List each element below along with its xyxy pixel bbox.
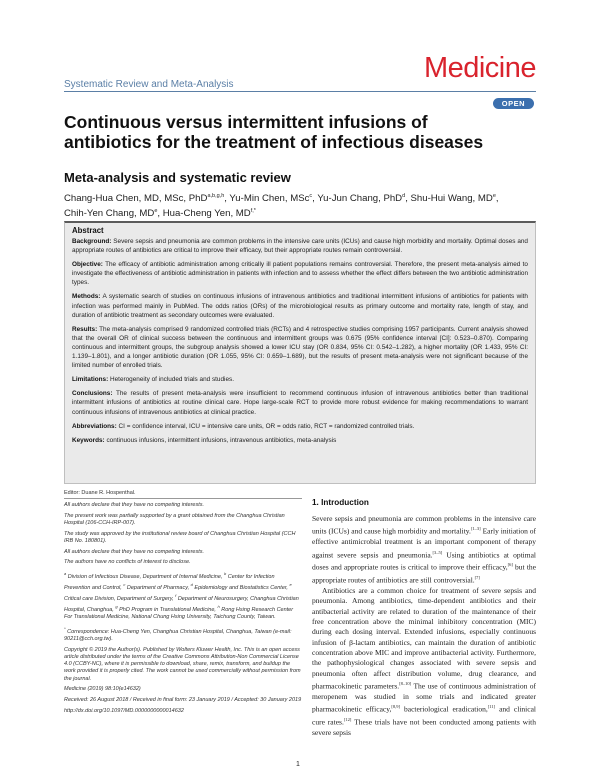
article-subtitle: Meta-analysis and systematic review [64, 170, 291, 185]
footnote: Copyright © 2019 the Author(s). Published by Wolters Kluwer Health, Inc. This is an open access article distributed under the terms of the Creative Commons Attribution-Non Commercial License 4.0 (CCBY-NC), where it is permissible to download, share, remix, transform, and buildup the work provided it is properly cited. The work cannot be used commercially without permission from the journal. [64, 646, 301, 682]
abstract-label: Results: [72, 325, 98, 333]
author-list [64, 190, 536, 220]
article-notes [64, 490, 302, 718]
abstract-text: continuous infusions, intermittent infusions, intravenous antibiotics, meta-analysis [106, 436, 337, 444]
footnote: Received: 26 August 2018 / Received in final form: 23 January 2019 / Accepted: 30 January 2019 [64, 696, 302, 703]
footnote[interactable]: http://dx.doi.org/10.1097/MD.0000000000014632 [64, 707, 184, 714]
abstract-label: Keywords: [72, 436, 105, 444]
abstract-paragraph [72, 237, 528, 255]
abstract-paragraph [72, 436, 528, 445]
body-paragraph: Antibiotics are a common choice for treatment of severe sepsis and pneumonia. Among antibiotics, time-dependent antibiotics and their antibacterial activity are related to duration of the maintenance of their free concentration above the minimal inhibitory concentration (MIC) during each dosing interval. Extended infusions, especially continuous infusion of β-lactam antibiotics, can maintain the duration of antibiotic concentration above MIC and improve antibacterial activity. Furthermore, the pathophysiological changes associated with severe sepsis and pneumonia often affect distribution volume, drug clearance, and pharmacokinetic parameters.[8–10] The use of continuous administration of meropenem was studied in some trials and indicated greater pharmacokinetic efficacy,[8,9] bacteriological eradication,[11] and clinical cure rates.[12] These trials have not been conducted among patients with severe sepsis [312, 586, 537, 738]
abstract-label: Limitations: [72, 376, 109, 384]
body-column [312, 498, 536, 738]
abstract-text: Heterogeneity of included trials and studies. [110, 376, 234, 384]
footnote: All authors declare that they have no competing interests. [64, 502, 205, 509]
abstract-text: A systematic search of studies on continuous infusions of intravenous antibiotics and traditional intermittent infusions of antibiotics for patients with infection was performed mainly in PubMed. The odds ratios (ORs) of the microbiological results as primary outcome and mortality rate, length of stay, and duration of antibiotic treatment as secondary outcomes were evaluated. [72, 293, 528, 319]
abstract-paragraph [72, 292, 528, 319]
abstract-text: The results of present meta-analysis were insufficient to recommend continuous infusion of intravenous antibiotics better than traditional intermittent infusions of antibiotics at routine clinical care. Hope large-scale RCT to provide more robust evidence for making recommendations to warrant continuous infusions of intravenous antibiotics at clinical practice. [72, 390, 528, 416]
footnote: The authors have no conflicts of interest to disclose. [64, 559, 191, 566]
abstract-paragraph [72, 375, 528, 384]
abstract-text: The meta-analysis comprised 9 randomized controlled trials (RCTs) and 4 retrospective studies comprising 1957 participants. Current analysis showed that the overall OR of clinical success between the continuous and intermittent groups was 0.675 (95% confidence interval [CI]: 0.523–0.870). Comparing continuous and intermittent groups, the subgroup analysis showed a lower ICU stay (OR 0.834, 95% CI: 0.542–1.282), a higher mortality (OR 1.433, 95% CI: 1.139–1.801), and a longer antibiotic duration (OR 1.055, 95% CI: 0.659–1.689), but the results of present meta-analysis were not significant because of the limited number of enrolled trials. [72, 325, 528, 370]
abstract-label: Background: [72, 238, 112, 245]
editor-note: Editor: Duane R. Hospenthal. [64, 490, 302, 499]
open-access-badge: OPEN [493, 98, 534, 109]
footnote: The present work was partially supported by a grant obtained from the Changhua Christian Hospital (106-CCH-IRP-007). [64, 512, 285, 527]
header-divider [64, 91, 536, 92]
footnote: All authors declare that they have no competing interests. [64, 548, 205, 555]
abstract-paragraph [72, 422, 528, 431]
article-title: Continuous versus intermittent infusions of antibiotics for the treatment of infectious diseases [64, 112, 484, 152]
abstract-box [64, 221, 536, 484]
body-paragraphs [312, 514, 536, 738]
abstract-label: Objective: [72, 261, 103, 269]
abstract-label: Conclusions: [72, 390, 113, 398]
abstract-label: Abbreviations: [72, 422, 117, 430]
footnote: Medicine (2019) 98:10(e14632) [64, 686, 141, 693]
abstract-text: CI = confidence interval, ICU = intensive care units, OR = odds ratio, RCT = randomized controlled trials. [118, 422, 415, 430]
abstract-text: Severe sepsis and pneumonia are common problems in the intensive care units (ICUs) and cause high morbidity and mortality. Optimal doses and appropriate routes of antibiotics are critical to improve their efficacy, but their appropriate routes remain controversial. [72, 238, 528, 255]
abstract-sections [72, 237, 528, 445]
page-number: 1 [296, 761, 300, 768]
abstract-paragraph [72, 260, 528, 287]
author-line: Chang-Hua Chen, MD, MSc, PhD$^{a,b,g,h}$, Yu-Min Chen, MSc$^c$, Yu-Jun Chang, PhD$^d$, Shu-Hui Wang, MDe, [64, 193, 499, 205]
notes-list [64, 502, 302, 715]
abstract-paragraph [72, 389, 528, 416]
abstract-heading: Abstract [72, 226, 104, 235]
abstract-text: The efficacy of antibiotic administration among critically ill patient populations remains controversial. Therefore, the present meta-analysis aimed to investigate the effectiveness of antibiotic administration in patients with infection and to assess whether the effect differs between the two antibiotic administration types. [72, 261, 528, 287]
footnote: The study was approved by the institutional review board of Changhua Christian Hospital (CCH IRB No. 180801). [64, 530, 296, 545]
abstract-paragraph [72, 325, 528, 370]
footnote: * Correspondence: Hua-Cheng Yen, Changhua Christian Hospital, Changhua, Taiwan (e-mail: 90211@cch.org.tw). [64, 625, 292, 642]
author-line: Chih-Yen Chang, MDe, Hua-Cheng Yen, $MD^{f,*}$ [64, 208, 256, 220]
footnote: $^a$ Division of Infectious Disease, Department of Internal Medicine, $^b$ Center for Infection Prevention and Control, $^c$ Department of Pharmacy, $^d$ Epidemiology and Biostatistics Center, $^e$ Critical care Division, Department of Surgery, $^f$ Department of Neurosurgery, Changhua Christian Hospital, Changhua, $^g$ PhD Program in Translational Medicine, $^h$ Rong Hsing Research Center For Translational Medicine, National Chung Hsing University, Taichung County, Taiwan. [64, 571, 299, 621]
section-tag: Systematic Review and Meta-Analysis [64, 79, 234, 90]
body-paragraph: Severe sepsis and pneumonia are common problems in the intensive care units (ICUs) and cause high morbidity and mortality.[1–3] Early initiation of effective antimicrobial treatment is an important component of therapy against severe sepsis and pneumonia.[3–5] Using antibiotics at optimal doses and appropriate routes is critical to improve their efficacy,[6] but the appropriate routes of antibiotics are still controversial.[7] [312, 514, 536, 585]
section-heading: 1. Introduction [312, 498, 369, 507]
journal-logo: Medicine [423, 52, 536, 84]
abstract-label: Methods: [72, 293, 101, 301]
